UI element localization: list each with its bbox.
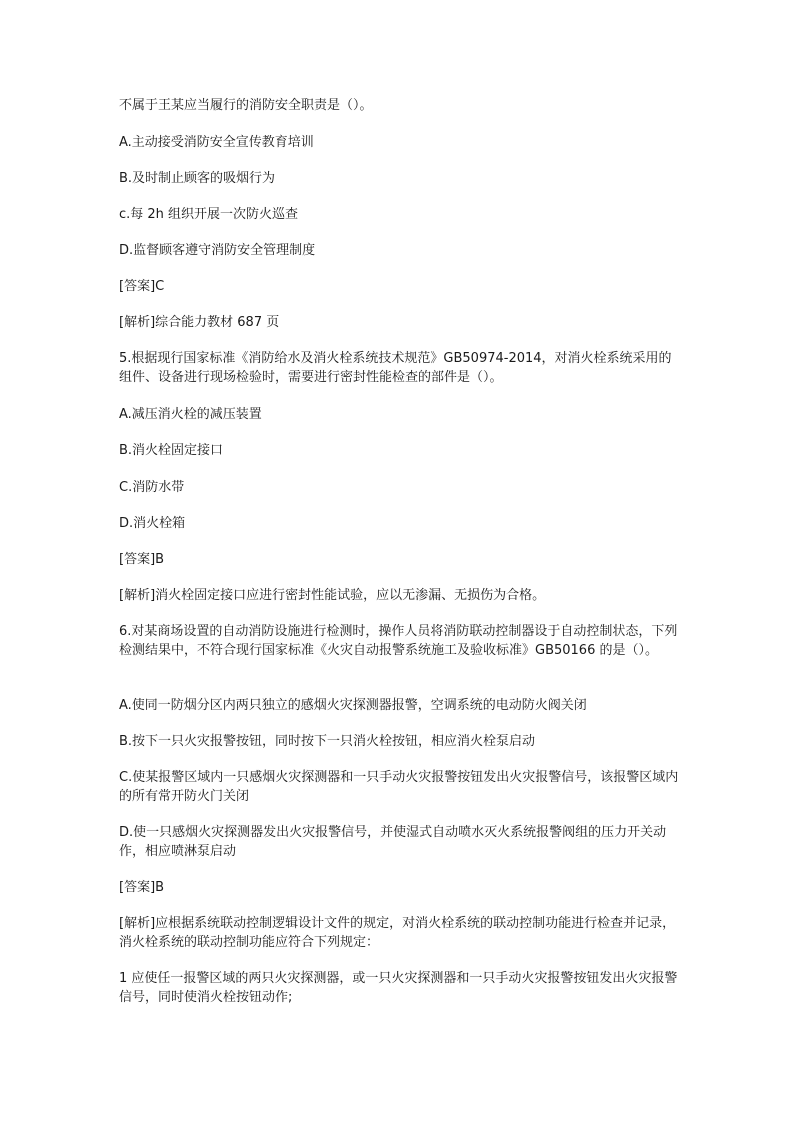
q6-option-c: C.使某报警区域内一只感烟火灾探测器和一只手动火灾报警按钮发出火灾报警信号，该报警区域内的所有常开防火门关闭 bbox=[119, 770, 679, 804]
q5-option-a: A.减压消火栓的减压装置 bbox=[119, 407, 262, 422]
answer: [答案]C bbox=[119, 279, 165, 294]
q6-answer: [答案]B bbox=[119, 880, 165, 895]
q6-option-b: B.按下一只火灾报警按钮，同时按下一只消火栓按钮，相应消火栓泵启动 bbox=[119, 734, 536, 749]
q5-answer: [答案]B bbox=[119, 552, 165, 567]
q6-analysis-rule-1: 1 应使任一报警区域的两只火灾探测器，或一只火灾探测器和一只手动火灾报警按钮发出火灾报警信号，同时使消火栓按钮动作; bbox=[119, 971, 678, 1005]
q5-analysis: [解析]消火栓固定接口应进行密封性能试验，应以无渗漏、无损伤为合格。 bbox=[119, 588, 546, 603]
question-stem: 不属于王某应当履行的消防安全职责是（）。 bbox=[119, 98, 373, 113]
q5-option-d: D.消火栓箱 bbox=[119, 516, 186, 531]
q6-option-a: A.使同一防烟分区内两只独立的感烟火灾探测器报警，空调系统的电动防火阀关闭 bbox=[119, 698, 587, 713]
option-c: c.每 2h 组织开展一次防火巡查 bbox=[119, 207, 299, 222]
q6-option-d: D.使一只感烟火灾探测器发出火灾报警信号，并使湿式自动喷水灭火系统报警阀组的压力开关动作，相应喷淋泵启动 bbox=[119, 825, 667, 859]
q5-option-c: C.消防水带 bbox=[119, 480, 185, 495]
analysis: [解析]综合能力教材 687 页 bbox=[119, 315, 280, 330]
question-5: 5.根据现行国家标准《消防给水及消火栓系统技术规范》GB50974-2014，对消火栓系统采用的组件、设备进行现场检验时，需要进行密封性能检查的部件是（）。 bbox=[119, 351, 672, 385]
question-6: 6.对某商场设置的自动消防设施进行检测时，操作人员将消防联动控制器设于自动控制状态，下列检测结果中，不符合现行国家标准《火灾自动报警系统施工及验收标准》GB50166 的是（）。 bbox=[119, 624, 678, 658]
q5-option-b: B.消火栓固定接口 bbox=[119, 443, 224, 458]
option-b: B.及时制止顾客的吸烟行为 bbox=[119, 171, 276, 186]
option-a: A.主动接受消防安全宣传教育培训 bbox=[119, 135, 314, 150]
option-d: D.监督顾客遵守消防安全管理制度 bbox=[119, 243, 316, 258]
q6-analysis: [解析]应根据系统联动控制逻辑设计文件的规定，对消火栓系统的联动控制功能进行检查并记录，消火栓系统的联动控制功能应符合下列规定： bbox=[119, 916, 676, 950]
